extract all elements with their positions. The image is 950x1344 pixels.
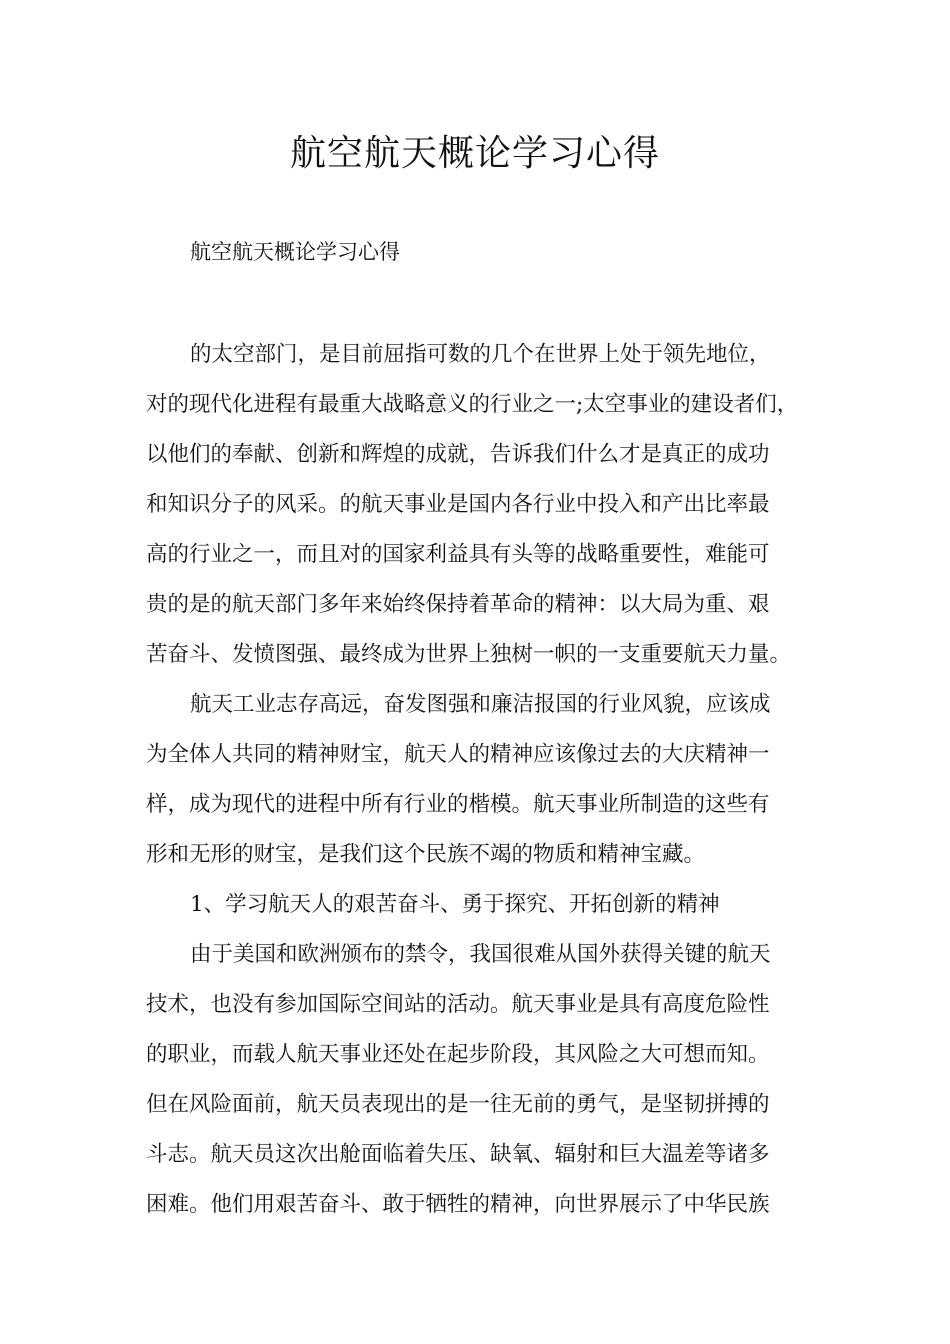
- body-line: 的太空部门，是目前屈指可数的几个在世界上处于领先地位，: [190, 342, 771, 367]
- body-line: 苦奋斗、发愤图强、最终成为世界上独树一帜的一支重要航天力量。: [146, 642, 792, 667]
- body-line: 和知识分子的风采。的航天事业是国内各行业中投入和产出比率最: [146, 492, 770, 517]
- body-line: 样，成为现代的进程中所有行业的楷模。航天事业所制造的这些有: [146, 792, 770, 817]
- body-line: 以他们的奉献、创新和辉煌的成就，告诉我们什么才是真正的成功: [146, 442, 770, 467]
- body-line: 高的行业之一，而且对的国家利益具有头等的战略重要性，难能可: [146, 542, 770, 567]
- body-line: 困难。他们用艰苦奋斗、敢于牺牲的精神，向世界展示了中华民族: [146, 1192, 770, 1217]
- body-line: 的职业，而载人航天事业还处在起步阶段，其风险之大可想而知。: [146, 1042, 770, 1067]
- body-line: 技术，也没有参加国际空间站的活动。航天事业是具有高度危险性: [146, 992, 770, 1017]
- body-line: 贵的是的航天部门多年来始终保持着革命的精神：以大局为重、艰: [146, 592, 770, 617]
- document-subtitle: 航空航天概论学习心得: [190, 240, 400, 264]
- body-line: 对的现代化进程有最重大战略意义的行业之一;太空事业的建设者们，: [146, 392, 799, 417]
- body-line: 由于美国和欧洲颁布的禁令，我国很难从国外获得关键的航天: [190, 942, 771, 967]
- section-heading: 1、学习航天人的艰苦奋斗、勇于探究、开拓创新的精神: [190, 892, 720, 917]
- document-body: [146, 330, 818, 1230]
- body-line: 航天工业志存高远，奋发图强和廉洁报国的行业风貌，应该成: [190, 692, 771, 717]
- body-line: 为全体人共同的精神财宝，航天人的精神应该像过去的大庆精神一: [146, 742, 770, 767]
- document-title: 航空航天概论学习心得: [289, 133, 660, 174]
- body-line: 形和无形的财宝，是我们这个民族不竭的物质和精神宝藏。: [146, 842, 706, 867]
- body-line: 斗志。航天员这次出舱面临着失压、缺氧、辐射和巨大温差等诸多: [146, 1142, 770, 1167]
- body-line: 但在风险面前，航天员表现出的是一往无前的勇气，是坚韧拼搏的: [146, 1092, 770, 1117]
